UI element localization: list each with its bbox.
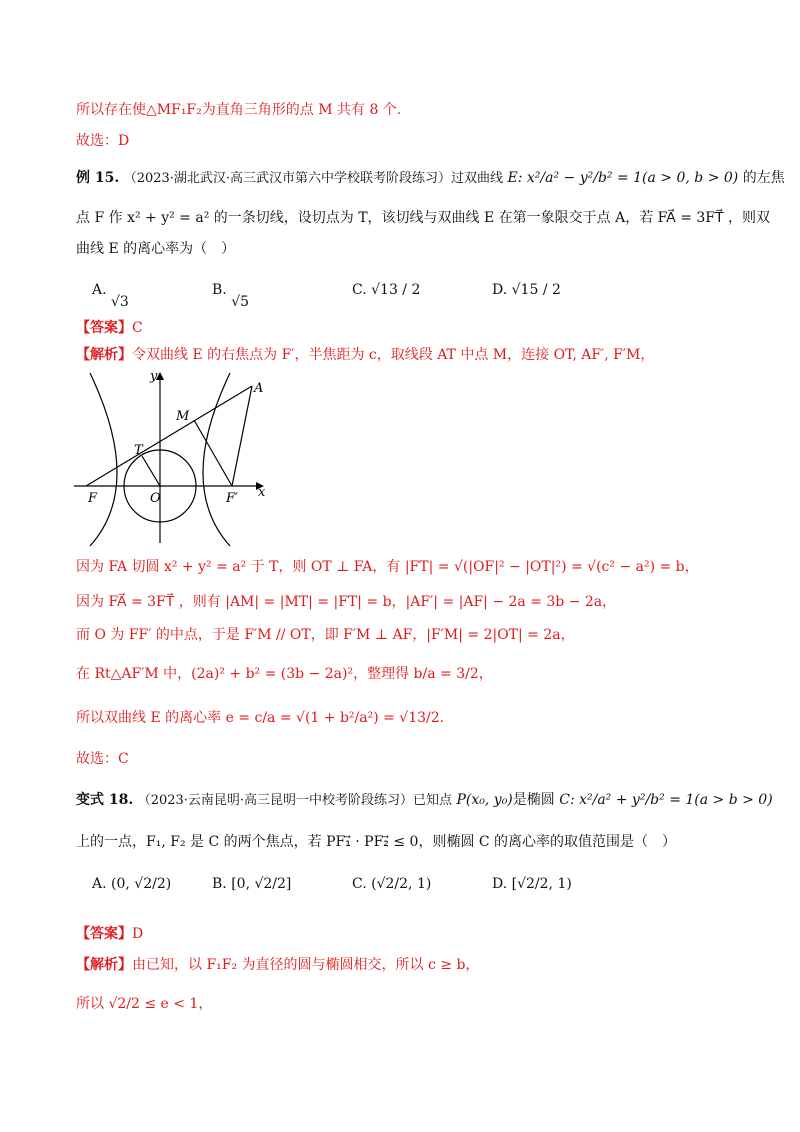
example15-line3: 曲线 E 的离心率为（ ） — [76, 241, 236, 257]
example15-label: 例 15. — [76, 170, 120, 186]
variant18-choice-d — [492, 876, 572, 892]
variant18-analysis — [76, 955, 479, 975]
example15-choice-c — [352, 282, 420, 298]
analysis-text: 由已知，以 F₁F₂ 为直径的圆与椭圆相交，所以 c ≥ b， — [132, 957, 480, 973]
label-t: T — [134, 443, 143, 458]
segment-af2 — [232, 386, 252, 486]
label-o: O — [150, 491, 161, 506]
prev-solution-line: 所以存在使△MF₁F₂为直角三角形的点 M 共有 8 个. — [76, 102, 402, 118]
analysis-text: 令双曲线 E 的右焦点为 F′，半焦距为 c，取线段 AT 中点 M，连接 OT, AF′, F′M， — [132, 347, 655, 363]
analysis-label: 【解析】 — [76, 957, 132, 973]
step-line: 因为 FA 切圆 x² + y² = a² 于 T，则 OT ⊥ FA，有 |FT| = √(|OF|² − |OT|²) = √(c² − a²) = b， — [76, 559, 699, 575]
label-f-prime: F′ — [226, 491, 238, 506]
answer-label: 【答案】 — [76, 926, 132, 942]
variant18-choice-b — [212, 876, 291, 892]
variant18-heading — [76, 790, 773, 811]
step-line: 所以双曲线 E 的离心率 e = c/a = √(1 + b²/a²) = √13/2. — [76, 710, 445, 726]
label-f: F — [88, 491, 98, 506]
segment-ot — [142, 456, 160, 486]
variant18-final: 所以 √2/2 ≤ e < 1， — [76, 996, 213, 1012]
tangent-line — [86, 386, 252, 486]
choice-value: [0, √2/2] — [231, 876, 292, 892]
choice-letter: D. — [492, 876, 508, 892]
label-y: y — [150, 369, 158, 384]
segment-f2m — [194, 420, 232, 486]
example15-line2: 点 F 作 x² + y² = a² 的一条切线，设切点为 T，该切线与双曲线 E 在第一象限交于点 A，若 FA⃗ = 3FT⃗ ，则双 — [76, 210, 771, 226]
variant18-answer — [76, 924, 143, 944]
step-line: 在 Rt△AF′M 中，(2a)² + b² = (3b − 2a)²，整理得 b/a = 3/2， — [76, 666, 493, 682]
choice-letter: D. — [492, 282, 508, 298]
choice-value: (0, √2/2) — [111, 876, 172, 892]
label-x: x — [258, 485, 266, 500]
choice-letter: B. — [212, 876, 227, 892]
example15-tail: 的左焦 — [742, 170, 785, 186]
variant18-choice-a — [92, 876, 171, 892]
variant18-text: 是椭圆 — [512, 792, 555, 808]
example15-conclusion: 故选：C — [76, 751, 129, 767]
choice-letter: A. — [92, 876, 107, 892]
variant18-point: P(x₀, y₀) — [456, 792, 513, 808]
example15-choice-a — [92, 282, 129, 310]
choice-value: √3 — [111, 294, 129, 310]
choice-value: √13 / 2 — [371, 282, 421, 298]
variant18-label: 变式 18. — [76, 792, 134, 808]
example15-analysis — [76, 345, 654, 365]
choice-letter: C. — [352, 282, 367, 298]
example15-equation: E: x²/a² − y²/b² = 1(a > 0, b > 0) — [507, 170, 739, 186]
answer-value: C — [132, 320, 143, 336]
hyperbola-left-branch — [90, 373, 117, 546]
label-m: M — [176, 409, 190, 424]
label-a: A — [254, 381, 264, 396]
example15-choice-b — [212, 282, 250, 310]
answer-value: D — [132, 926, 144, 942]
analysis-label: 【解析】 — [76, 347, 132, 363]
prev-solution-choice: 故选：D — [76, 133, 130, 149]
choice-value: [√2/2, 1) — [511, 876, 572, 892]
choice-value: (√2/2, 1) — [371, 876, 432, 892]
choice-letter: C. — [352, 876, 367, 892]
example15-heading — [76, 168, 785, 189]
choice-value: √15 / 2 — [511, 282, 561, 298]
step-line: 因为 FA⃗ = 3FT⃗ ，则有 |AM| = |MT| = |FT| = b，|AF′| = |AF| − 2a = 3b − 2a， — [76, 594, 617, 610]
choice-value: √5 — [231, 294, 250, 310]
hyperbola-figure — [72, 368, 272, 548]
example15-choice-d — [492, 282, 561, 298]
example15-answer — [76, 318, 143, 338]
choice-letter: A. — [92, 282, 107, 298]
variant18-source: （2023·云南昆明·高三昆明一中校考阶段练习）已知点 — [137, 793, 453, 808]
variant18-choice-c — [352, 876, 431, 892]
choice-letter: B. — [212, 282, 227, 298]
variant18-equation: C: x²/a² + y²/b² = 1(a > b > 0) — [559, 792, 773, 808]
example15-source: （2023·湖北武汉·高三武汉市第六中学校联考阶段练习）过双曲线 — [123, 171, 504, 186]
step-line: 而 O 为 FF′ 的中点，于是 F′M // OT，即 F′M ⊥ AF，|F′M| = 2|OT| = 2a， — [76, 627, 575, 643]
answer-label: 【答案】 — [76, 320, 132, 336]
variant18-line2: 上的一点，F₁, F₂ 是 C 的两个焦点，若 PF₁⃗ · PF₂⃗ ≤ 0，则椭圆 C 的离心率的取值范围是（ ） — [76, 834, 677, 850]
